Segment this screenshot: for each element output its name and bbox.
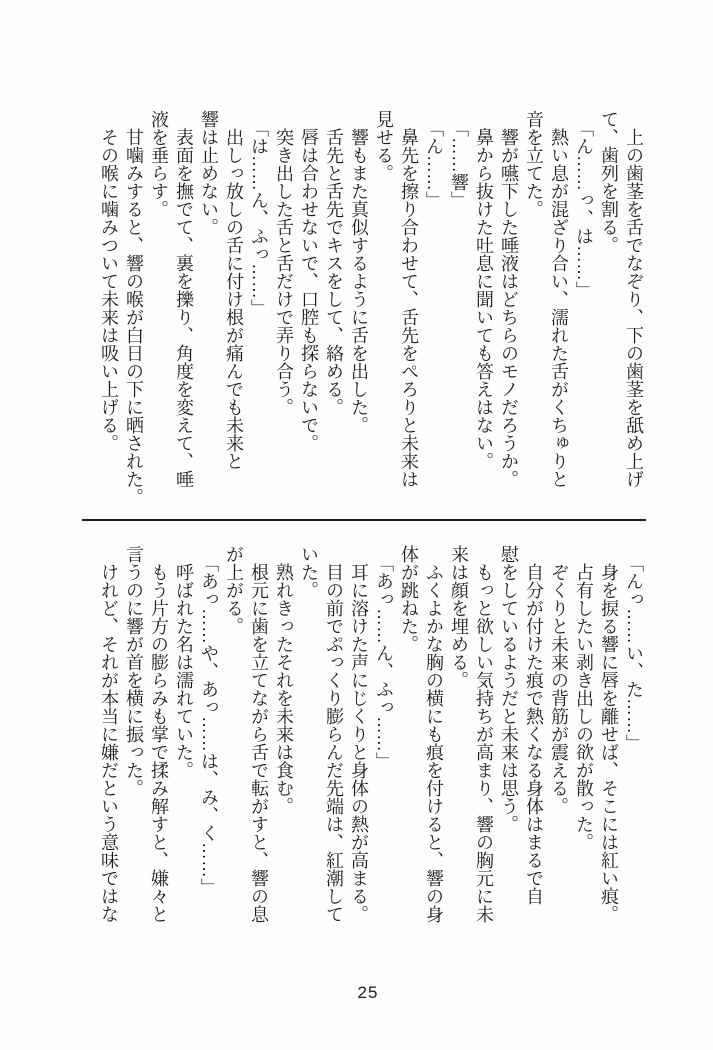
text-column: 「んっ……い、た……」 xyxy=(624,545,644,752)
text-column: その喉に噛みついて未来は吸い上げる。 xyxy=(99,110,119,452)
text-column: 見せる。 xyxy=(374,110,394,182)
text-block-top xyxy=(96,110,646,512)
text-column: 来は顔を埋める。 xyxy=(449,545,469,689)
text-column: 出しっ放しの舌に付け根が痛んでも未来と xyxy=(224,110,244,470)
text-column: けれど、それが本当に嫌だという意味ではな xyxy=(99,545,119,923)
text-column: 根元に歯を立てながら舌で転がすと、響の息 xyxy=(249,545,269,923)
text-column: 鼻から抜けた吐息に聞いても答えはない。 xyxy=(474,110,494,470)
text-column: 舌先と舌先でキスをして、絡める。 xyxy=(324,110,344,416)
text-column: もう片方の膨らみも掌で揉み解すと、嫌々と xyxy=(149,545,169,923)
text-column: 鼻先を擦り合わせて、舌先をぺろりと未来は xyxy=(399,110,419,488)
text-column: 液を垂らす。 xyxy=(149,110,169,218)
text-column: 「ん……っ、は……」 xyxy=(574,110,594,299)
text-column: 音を立てた。 xyxy=(524,110,544,218)
text-column: 上の歯茎を舌でなぞり、下の歯茎を舐め上げ xyxy=(624,110,644,488)
text-column: 熟れきったそれを未来は食む。 xyxy=(274,545,294,815)
text-block-bottom xyxy=(96,545,646,947)
text-column: て、歯列を割る。 xyxy=(599,110,619,254)
text-column: ぞくりと未来の背筋が震える。 xyxy=(549,545,569,815)
text-column: 突き出した舌と舌だけで弄り合う。 xyxy=(274,110,294,416)
text-column: 「あっ……ん、ふっ……」 xyxy=(374,545,394,770)
text-column: 甘噛みすると、響の喉が白日の下に晒された。 xyxy=(124,110,144,506)
text-column: 目の前でぷっくり膨らんだ先端は、紅潮して xyxy=(324,545,344,923)
text-column: 呼ばれた名は濡れていた。 xyxy=(174,545,194,779)
text-column: ふくよかな胸の横にも痕を付けると、響の身 xyxy=(424,545,444,923)
section-divider-line xyxy=(82,519,646,521)
text-column: 耳に溶けた声にじくりと身体の熱が高まる。 xyxy=(349,545,369,923)
page-number: 25 xyxy=(357,983,379,1002)
text-column: 「……響」 xyxy=(449,110,469,209)
text-column: 自分が付けた痕で熱くなる身体はまるで自 xyxy=(524,545,544,905)
text-column: 体が跳ねた。 xyxy=(399,545,419,653)
text-column: 「は……ん、ふっ……」 xyxy=(249,110,269,317)
text-column: 響もまた真似するように舌を出した。 xyxy=(349,110,369,434)
text-column: 言うのに響が首を横に振った。 xyxy=(124,545,144,797)
text-column: 「あっ……や、あっ……は、み、く……」 xyxy=(199,545,219,896)
text-column: 身を捩る響に唇を離せば、そこには紅い痕。 xyxy=(599,545,619,923)
text-column: 響が嚥下した唾液はどちらのモノだろうか。 xyxy=(499,110,519,488)
text-column: 慰をしているようだと未来は思う。 xyxy=(499,545,519,833)
text-column: 熱い息が混ざり合い、濡れた舌がくちゅりと xyxy=(549,110,569,488)
text-column: 「ん……」 xyxy=(424,110,444,209)
text-column: いた。 xyxy=(299,545,319,599)
text-column: もっと欲しい気持ちが高まり、響の胸元に未 xyxy=(474,545,494,923)
text-column: 響は止めない。 xyxy=(199,110,219,236)
text-column: 表面を撫でて、裏を擽り、角度を変えて、唾 xyxy=(174,110,194,488)
text-column: 占有したい剥き出しの欲が散った。 xyxy=(574,545,594,851)
text-column: が上がる。 xyxy=(224,545,244,635)
text-column: 唇は合わせないで、口腔も探らないで。 xyxy=(299,110,319,452)
